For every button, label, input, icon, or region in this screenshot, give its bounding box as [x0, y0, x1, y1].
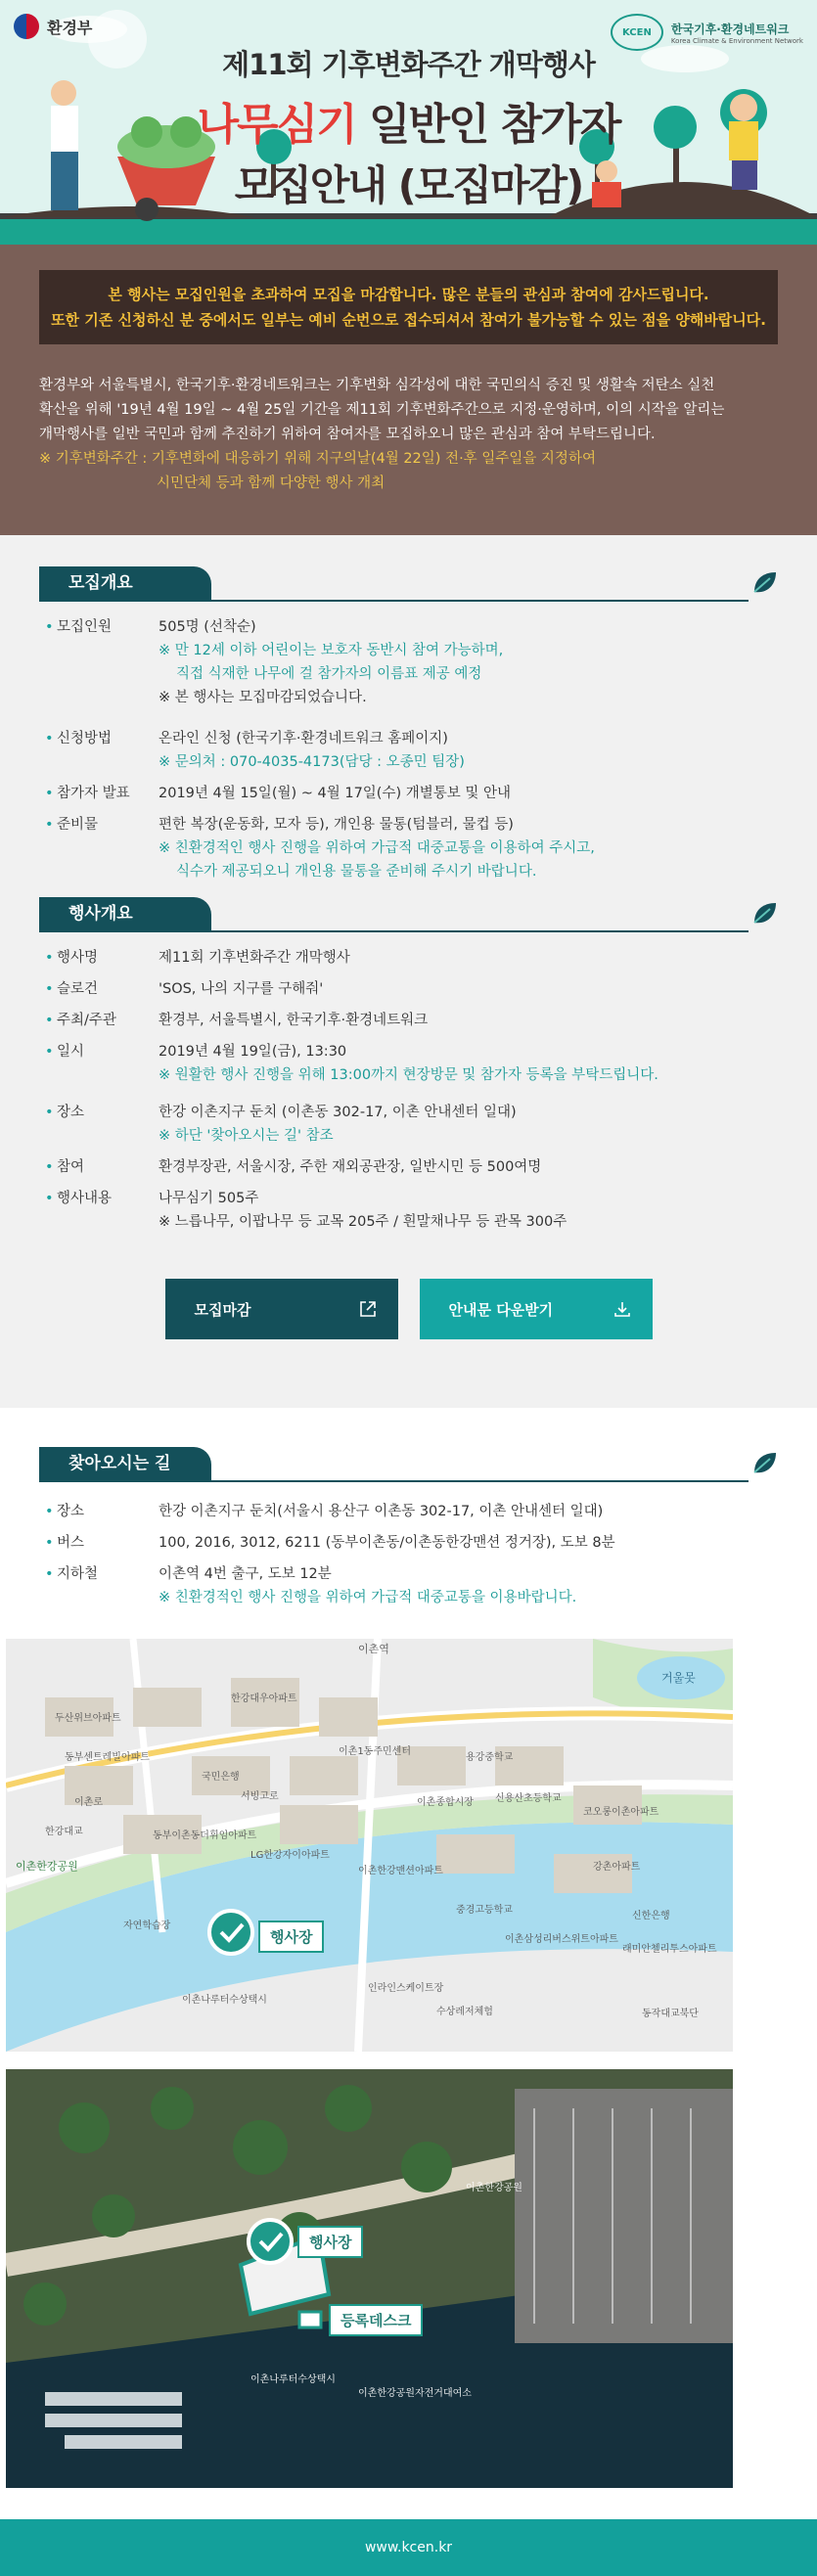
row-note: ※ 느릅나무, 이팝나무 등 교목 205주 / 흰말채나무 등 관목 300주	[159, 1214, 567, 1230]
svg-text:이촌역: 이촌역	[358, 1643, 389, 1655]
event-row	[39, 977, 778, 1001]
svg-text:두산위브아파트: 두산위브아파트	[55, 1713, 121, 1724]
row-value: 온라인 신청 (한국기후·환경네트워크 홈페이지)	[159, 731, 448, 746]
svg-text:수상레저체험: 수상레저체험	[436, 2007, 493, 2017]
svg-text:한강대교: 한강대교	[45, 1827, 83, 1837]
svg-text:자연학습장: 자연학습장	[123, 1921, 171, 1931]
heading-divider	[39, 600, 749, 602]
row-value: 2019년 4월 15일(월) ~ 4월 17일(수) 개별통보 및 안내	[159, 786, 512, 801]
directions-rows	[39, 1500, 778, 1609]
row-note: 식수가 제공되오니 개인용 물통을 준비해 주시기 바랍니다.	[176, 864, 537, 880]
leaf-icon	[752, 570, 778, 596]
row-value: 100, 2016, 3012, 6211 (동부이촌동/이촌동한강맨션 정거장), 도보 8분	[159, 1535, 615, 1551]
hero-banner	[0, 0, 817, 245]
footer	[0, 2519, 817, 2576]
row-key: • 버스	[39, 1531, 159, 1555]
footer-url[interactable]: www.kcen.kr	[364, 2540, 453, 2555]
satellite-map[interactable]	[6, 2069, 733, 2488]
row-value: 환경부, 서울특별시, 한국기후·환경네트워크	[159, 1013, 429, 1028]
svg-text:동부센트레빌아파트: 동부센트레빌아파트	[65, 1752, 150, 1763]
row-value-group	[159, 1562, 778, 1609]
intro-note2: 시민단체 등과 함께 다양한 행사 개최	[157, 475, 386, 491]
event-row	[39, 946, 778, 970]
recruit-row	[39, 813, 778, 883]
row-note: ※ 만 12세 이하 어린이는 보호자 동반시 참여 가능하며,	[159, 643, 504, 658]
directions-row	[39, 1562, 778, 1609]
svg-text:이촌한강공원: 이촌한강공원	[466, 2183, 522, 2193]
download-icon	[613, 1300, 631, 1318]
svg-text:이촌로: 이촌로	[74, 1797, 103, 1808]
svg-text:이촌1동주민센터: 이촌1동주민센터	[339, 1746, 411, 1757]
row-key: • 지하철	[39, 1562, 159, 1609]
row-key: • 장소	[39, 1101, 159, 1148]
row-key: • 신청방법	[39, 727, 159, 774]
row-key: • 행사명	[39, 946, 159, 970]
recruitment-closed-button[interactable]	[165, 1279, 398, 1339]
svg-text:이촌나루터수상택시: 이촌나루터수상택시	[250, 2374, 336, 2385]
ministry-name: 환경부	[47, 18, 93, 37]
row-key: • 일시	[39, 1040, 159, 1087]
svg-text:신한은행: 신한은행	[632, 1911, 670, 1921]
hero-title-line2-rest: 일반인 참가자	[369, 100, 620, 150]
row-key: • 주최/주관	[39, 1009, 159, 1032]
leaf-icon	[752, 901, 778, 926]
event-heading: 행사개요	[39, 897, 211, 930]
svg-text:동작대교북단: 동작대교북단	[642, 2009, 699, 2019]
hero-title-line2	[0, 89, 817, 152]
svg-text:래미안첼리투스아파트: 래미안첼리투스아파트	[622, 1944, 717, 1955]
svg-text:용강중학교: 용강중학교	[466, 1752, 514, 1763]
intro-line3: 개막행사를 일반 국민과 함께 추진하기 위하여 참여자를 모집하오니 많은 관심과 참여 부탁드립니다.	[39, 427, 656, 442]
svg-text:이촌한강공원자전거대여소: 이촌한강공원자전거대여소	[358, 2388, 472, 2399]
svg-text:거울못: 거울못	[661, 1671, 696, 1685]
row-note: ※ 친환경적인 행사 진행을 위하여 가급적 대중교통을 이용바랍니다.	[159, 1590, 577, 1605]
row-value-group	[159, 1187, 778, 1234]
hero-title-line1: 제11회 기후변화주간 개막행사	[222, 48, 595, 81]
ministry-logo[interactable]	[14, 14, 92, 39]
row-note: ※ 하단 '찾아오시는 길' 참조	[159, 1128, 334, 1144]
svg-text:이촌한강맨션아파트: 이촌한강맨션아파트	[358, 1866, 443, 1876]
intro-note1: ※ 기후변화주간 : 기후변화에 대응하기 위해 지구의날(4월 22일) 전·후 일주일을 지정하여	[39, 451, 596, 467]
venue-label: 행사장	[297, 2226, 363, 2258]
event-row	[39, 1009, 778, 1032]
row-value: 나무심기 505주	[159, 1191, 259, 1206]
svg-text:강촌아파트: 강촌아파트	[593, 1862, 641, 1873]
recruit-row	[39, 782, 778, 805]
row-value: 편한 복장(운동화, 모자 등), 개인용 물통(텀블러, 물컵 등)	[159, 817, 514, 833]
row-value-group	[159, 1040, 778, 1087]
row-key: • 슬로건	[39, 977, 159, 1001]
event-row	[39, 1187, 778, 1234]
event-rows	[39, 946, 778, 1234]
recruit-header	[39, 566, 778, 602]
row-value: 제11회 기후변화주간 개막행사	[159, 950, 350, 966]
row-key: • 행사내용	[39, 1187, 159, 1234]
spacer	[0, 1408, 817, 1447]
svg-text:인라인스케이트장: 인라인스케이트장	[368, 1983, 444, 1994]
external-link-icon	[359, 1300, 377, 1318]
svg-text:이촌종합시장: 이촌종합시장	[417, 1797, 474, 1808]
event-row	[39, 1040, 778, 1087]
svg-text:이촌한강공원: 이촌한강공원	[16, 1860, 78, 1873]
svg-text:LG한강자이아파트: LG한강자이아파트	[250, 1850, 330, 1861]
street-map-graphic	[6, 1639, 733, 2052]
svg-text:코오롱이촌아파트: 코오롱이촌아파트	[583, 1807, 659, 1818]
venue-label: 행사장	[258, 1921, 324, 1953]
directions-header	[39, 1447, 778, 1482]
kcen-english-name: Korea Climate & Environment Network	[670, 36, 803, 45]
svg-text:국민은행: 국민은행	[202, 1772, 240, 1783]
svg-text:이촌삼성리버스위트아파트: 이촌삼성리버스위트아파트	[505, 1934, 618, 1945]
event-row	[39, 1155, 778, 1179]
leaf-icon	[752, 1451, 778, 1476]
notice-line2: 또한 기존 신청하신 분 중에서도 일부는 예비 순번으로 접수되셔서 참여가 불가능할 수 있는 점을 양해바랍니다.	[51, 311, 766, 329]
directions-heading: 찾아오시는 길	[39, 1447, 211, 1480]
recruit-section	[0, 535, 817, 1408]
kcen-name: 한국기후·환경네트워크	[670, 22, 790, 36]
row-value: 한강 이촌지구 둔치 (이촌동 302-17, 이촌 안내센터 일대)	[159, 1105, 517, 1120]
street-map[interactable]	[6, 1639, 733, 2052]
svg-text:서빙고로: 서빙고로	[241, 1791, 279, 1802]
event-header	[39, 897, 778, 932]
button-label: 안내문 다운받기	[448, 1300, 554, 1319]
row-key: • 참가자 발표	[39, 782, 159, 805]
hero-title	[0, 43, 817, 212]
row-key: • 준비물	[39, 813, 159, 883]
row-value: 2019년 4월 19일(금), 13:30	[159, 1044, 347, 1060]
row-key: • 참여	[39, 1155, 159, 1179]
row-value-group	[159, 727, 778, 774]
button-label: 모집마감	[194, 1300, 251, 1319]
heading-divider	[39, 930, 749, 932]
row-value-group	[159, 1101, 778, 1148]
svg-text:동부이촌동더휘임아파트: 동부이촌동더휘임아파트	[153, 1830, 257, 1841]
row-value-group	[159, 813, 778, 883]
row-key: • 모집인원	[39, 615, 159, 709]
row-value: 'SOS, 나의 지구를 구해줘'	[159, 981, 324, 997]
svg-text:이촌나루터수상택시: 이촌나루터수상택시	[182, 1995, 267, 2006]
row-note: ※ 문의처 : 070-4035-4173(담당 : 오종민 팀장)	[159, 754, 465, 770]
recruit-row	[39, 727, 778, 774]
row-note: ※ 원활한 행사 진행을 위해 13:00까지 현장방문 및 참가자 등록을 부탁드립니다.	[159, 1067, 658, 1083]
registration-desk-label: 등록데스크	[329, 2304, 423, 2336]
event-row	[39, 1101, 778, 1148]
hero-title-line3: 모집안내 (모집마감)	[234, 161, 583, 209]
recruit-rows	[39, 615, 778, 883]
overview-area	[0, 535, 817, 1408]
action-buttons	[39, 1279, 778, 1339]
row-note: 직접 식재한 나무에 걸 참가자의 이름표 제공 예정	[176, 666, 482, 682]
closing-notice	[39, 270, 778, 344]
directions-section	[0, 1447, 817, 1609]
row-value: 한강 이촌지구 둔치(서울시 용산구 이촌동 302-17, 이촌 안내센터 일대)	[159, 1504, 604, 1519]
row-value: 이촌역 4번 출구, 도보 12분	[159, 1566, 332, 1582]
row-note: ※ 본 행사는 모집마감되었습니다.	[159, 690, 367, 705]
directions-row	[39, 1500, 778, 1523]
kcen-emblem-icon: KCEN	[611, 14, 663, 51]
row-note: ※ 친환경적인 행사 진행을 위하여 가급적 대중교통을 이용하여 주시고,	[159, 840, 595, 856]
row-value: 505명 (선착순)	[159, 619, 256, 635]
download-guide-button[interactable]	[420, 1279, 653, 1339]
intro-line1: 환경부와 서울특별시, 한국기후·환경네트워크는 기후변화 심각성에 대한 국민의식 증진 및 생활속 저탄소 실천	[39, 378, 715, 393]
recruit-heading: 모집개요	[39, 566, 211, 600]
intro-text	[39, 374, 778, 496]
svg-text:중경고등학교: 중경고등학교	[456, 1905, 513, 1916]
recruit-row	[39, 615, 778, 709]
row-value: 환경부장관, 서울시장, 주한 재외공관장, 일반시민 등 500여명	[159, 1159, 542, 1175]
row-value-group	[159, 615, 778, 709]
intro-band	[0, 245, 817, 535]
directions-row	[39, 1531, 778, 1555]
svg-text:신용산초등학교: 신용산초등학교	[495, 1793, 562, 1804]
intro-line2: 확산을 위해 '19년 4월 19일 ~ 4월 25일 기간을 제11회 기후변화주간으로 지정·운영하며, 이의 시작을 알리는	[39, 402, 725, 418]
row-key: • 장소	[39, 1500, 159, 1523]
heading-divider	[39, 1480, 749, 1482]
svg-text:한강대우아파트: 한강대우아파트	[231, 1694, 297, 1704]
notice-line1: 본 행사는 모집인원을 초과하여 모집을 마감합니다. 많은 분들의 관심과 참여에 감사드립니다.	[108, 286, 709, 303]
satellite-map-graphic	[6, 2069, 733, 2488]
ministry-emblem-icon	[14, 14, 39, 39]
hero-title-highlight: 나무심기	[197, 100, 356, 150]
